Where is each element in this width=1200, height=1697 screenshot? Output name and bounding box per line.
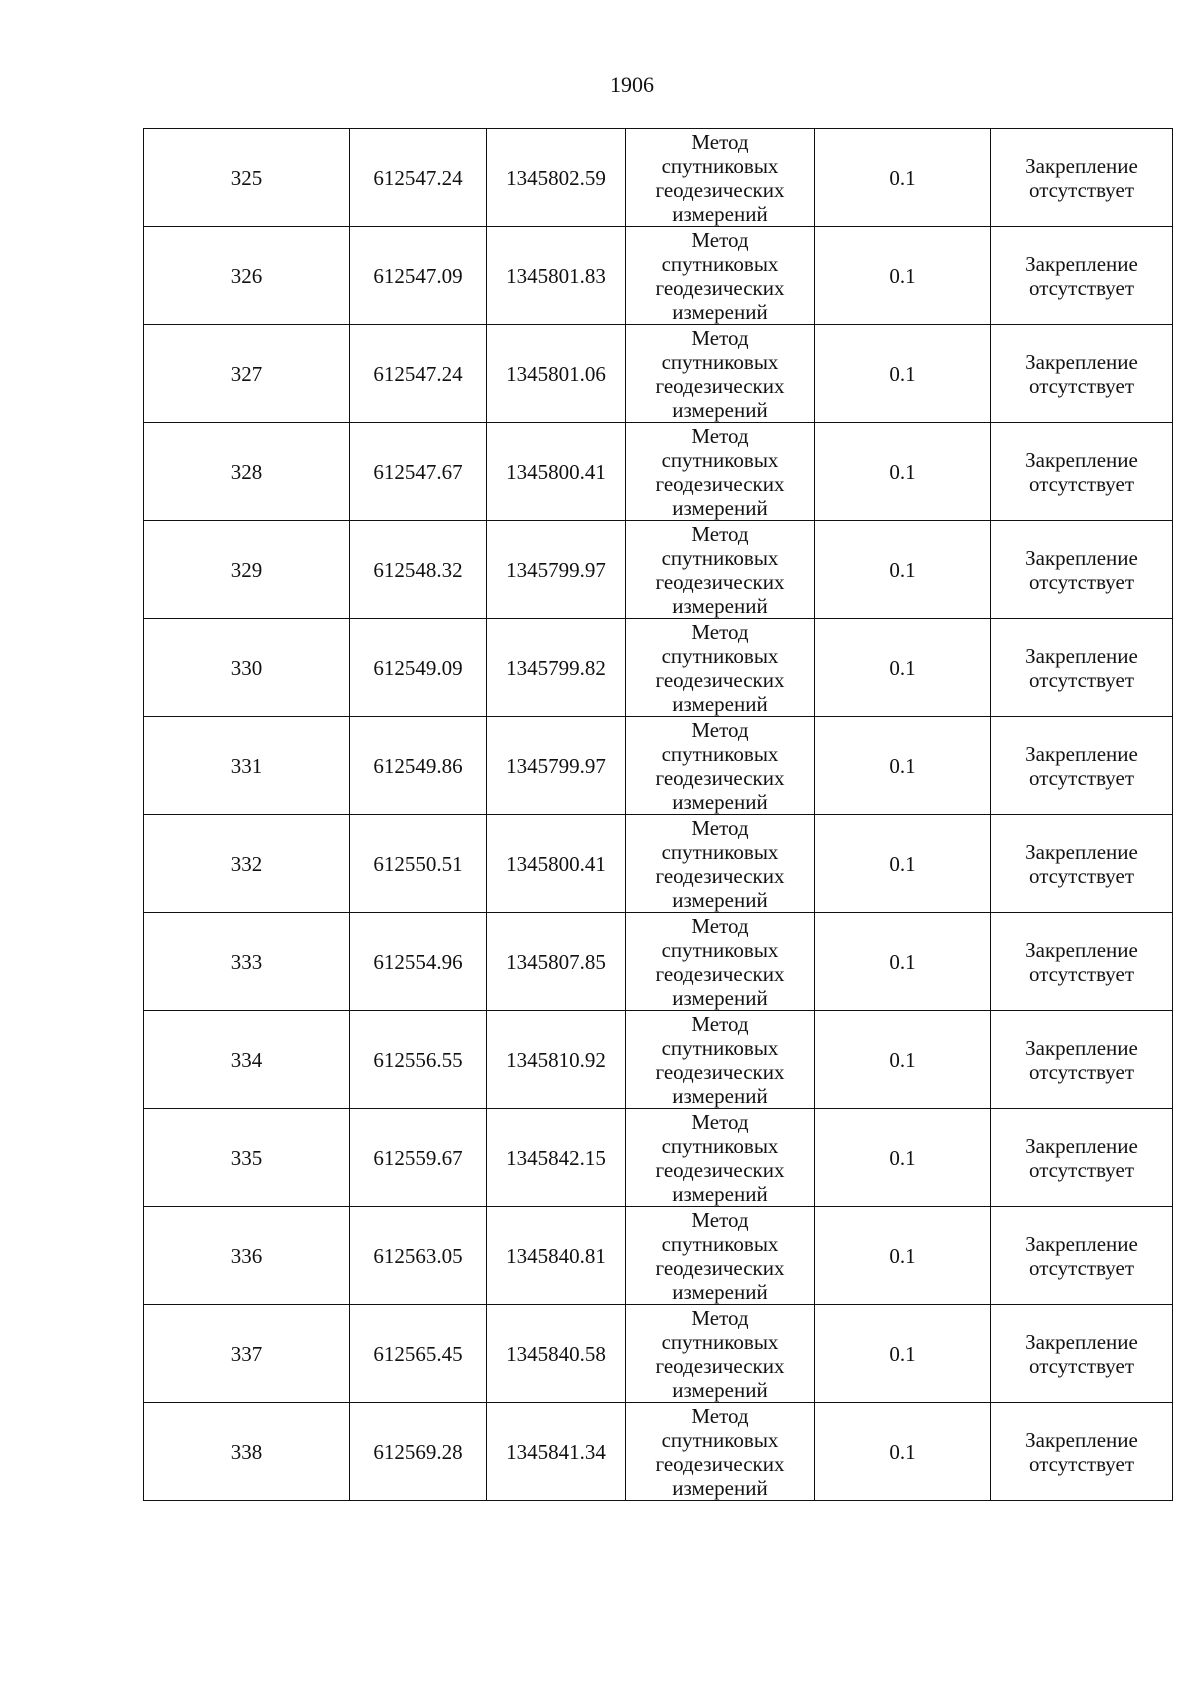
fixing-cell [991,227,1173,325]
coordinates-table [143,128,1173,1501]
fixing-line: Закрепление [1025,153,1138,178]
fixing-cell [991,619,1173,717]
method-line: спутниковых [661,349,779,374]
table-row [144,619,1173,717]
method-line: измерений [672,299,768,324]
point-number-cell: 326 [144,227,350,325]
point-number-cell: 330 [144,619,350,717]
method-cell [626,717,815,815]
method-line: измерений [672,887,768,912]
method-line: геодезических [655,1157,785,1182]
point-number-cell: 334 [144,1011,350,1109]
method-line: Метод [691,129,749,154]
method-line: геодезических [655,961,785,986]
table-row [144,423,1173,521]
y-coordinate-cell: 1345840.81 [487,1207,626,1305]
method-cell [626,325,815,423]
method-line: геодезических [655,275,785,300]
x-coordinate-cell: 612550.51 [350,815,487,913]
fixing-line: Закрепление [1025,349,1138,374]
fixing-line: отсутствует [1028,961,1135,986]
fixing-line: отсутствует [1028,569,1135,594]
y-coordinate-cell: 1345801.83 [487,227,626,325]
accuracy-cell: 0.1 [815,423,991,521]
method-cell [626,619,815,717]
accuracy-cell: 0.1 [815,717,991,815]
x-coordinate-cell: 612554.96 [350,913,487,1011]
table-row [144,1011,1173,1109]
table-row [144,1207,1173,1305]
method-line: Метод [691,619,749,644]
fixing-cell [991,1403,1173,1501]
point-number-cell: 332 [144,815,350,913]
accuracy-cell: 0.1 [815,325,991,423]
point-number-cell: 335 [144,1109,350,1207]
y-coordinate-cell: 1345842.15 [487,1109,626,1207]
method-line: спутниковых [661,1329,779,1354]
fixing-line: Закрепление [1025,643,1138,668]
fixing-line: Закрепление [1025,1427,1138,1452]
method-line: Метод [691,913,749,938]
y-coordinate-cell: 1345840.58 [487,1305,626,1403]
y-coordinate-cell: 1345810.92 [487,1011,626,1109]
method-line: измерений [672,1181,768,1206]
fixing-cell [991,521,1173,619]
table-body [144,129,1173,1501]
fixing-line: Закрепление [1025,1133,1138,1158]
fixing-cell [991,325,1173,423]
method-line: геодезических [655,177,785,202]
method-cell [626,815,815,913]
y-coordinate-cell: 1345841.34 [487,1403,626,1501]
method-line: Метод [691,227,749,252]
accuracy-cell: 0.1 [815,815,991,913]
table-row [144,129,1173,227]
fixing-line: отсутствует [1028,863,1135,888]
method-line: спутниковых [661,1231,779,1256]
x-coordinate-cell: 612547.09 [350,227,487,325]
accuracy-cell: 0.1 [815,1207,991,1305]
method-line: спутниковых [661,741,779,766]
x-coordinate-cell: 612556.55 [350,1011,487,1109]
method-cell [626,129,815,227]
method-cell [626,1011,815,1109]
fixing-line: Закрепление [1025,839,1138,864]
method-line: Метод [691,1109,749,1134]
method-line: спутниковых [661,545,779,570]
method-line: Метод [691,1011,749,1036]
fixing-cell [991,129,1173,227]
accuracy-cell: 0.1 [815,1011,991,1109]
method-line: спутниковых [661,839,779,864]
method-line: измерений [672,1377,768,1402]
method-line: измерений [672,495,768,520]
point-number-cell: 328 [144,423,350,521]
fixing-line: Закрепление [1025,447,1138,472]
method-line: спутниковых [661,1035,779,1060]
page-number: 1906 [610,72,654,97]
accuracy-cell: 0.1 [815,129,991,227]
x-coordinate-cell: 612569.28 [350,1403,487,1501]
fixing-line: Закрепление [1025,1329,1138,1354]
fixing-cell [991,1011,1173,1109]
point-number-cell: 337 [144,1305,350,1403]
method-line: геодезических [655,667,785,692]
y-coordinate-cell: 1345799.97 [487,717,626,815]
method-line: геодезических [655,569,785,594]
fixing-line: отсутствует [1028,765,1135,790]
y-coordinate-cell: 1345800.41 [487,815,626,913]
method-line: измерений [672,593,768,618]
fixing-cell [991,1109,1173,1207]
x-coordinate-cell: 612547.24 [350,129,487,227]
fixing-line: отсутствует [1028,1353,1135,1378]
method-cell [626,1305,815,1403]
y-coordinate-cell: 1345800.41 [487,423,626,521]
fixing-line: Закрепление [1025,1035,1138,1060]
fixing-cell [991,423,1173,521]
accuracy-cell: 0.1 [815,619,991,717]
method-line: Метод [691,521,749,546]
method-line: спутниковых [661,447,779,472]
accuracy-cell: 0.1 [815,1403,991,1501]
fixing-line: Закрепление [1025,1231,1138,1256]
y-coordinate-cell: 1345802.59 [487,129,626,227]
method-line: спутниковых [661,1427,779,1452]
method-line: измерений [672,1475,768,1500]
x-coordinate-cell: 612549.09 [350,619,487,717]
fixing-line: отсутствует [1028,1157,1135,1182]
x-coordinate-cell: 612548.32 [350,521,487,619]
fixing-line: Закрепление [1025,937,1138,962]
x-coordinate-cell: 612547.67 [350,423,487,521]
method-line: геодезических [655,471,785,496]
method-line: геодезических [655,1059,785,1084]
method-line: Метод [691,1403,749,1428]
method-line: Метод [691,717,749,742]
point-number-cell: 327 [144,325,350,423]
method-line: Метод [691,325,749,350]
x-coordinate-cell: 612549.86 [350,717,487,815]
table-row [144,227,1173,325]
fixing-cell [991,1305,1173,1403]
x-coordinate-cell: 612547.24 [350,325,487,423]
point-number-cell: 331 [144,717,350,815]
fixing-line: отсутствует [1028,275,1135,300]
fixing-cell [991,913,1173,1011]
method-line: измерений [672,691,768,716]
method-line: измерений [672,985,768,1010]
y-coordinate-cell: 1345807.85 [487,913,626,1011]
point-number-cell: 329 [144,521,350,619]
accuracy-cell: 0.1 [815,227,991,325]
method-line: геодезических [655,863,785,888]
table-row [144,1109,1173,1207]
fixing-line: отсутствует [1028,667,1135,692]
fixing-cell [991,815,1173,913]
method-line: спутниковых [661,643,779,668]
method-line: спутниковых [661,1133,779,1158]
accuracy-cell: 0.1 [815,521,991,619]
y-coordinate-cell: 1345799.97 [487,521,626,619]
fixing-line: отсутствует [1028,1059,1135,1084]
method-cell [626,227,815,325]
fixing-line: Закрепление [1025,251,1138,276]
method-line: спутниковых [661,937,779,962]
table-row [144,1403,1173,1501]
method-cell [626,1403,815,1501]
fixing-cell [991,1207,1173,1305]
accuracy-cell: 0.1 [815,1109,991,1207]
fixing-line: Закрепление [1025,741,1138,766]
point-number-cell: 338 [144,1403,350,1501]
method-line: измерений [672,789,768,814]
fixing-line: отсутствует [1028,177,1135,202]
method-line: измерений [672,1279,768,1304]
accuracy-cell: 0.1 [815,913,991,1011]
point-number-cell: 336 [144,1207,350,1305]
point-number-cell: 325 [144,129,350,227]
point-number-cell: 333 [144,913,350,1011]
fixing-line: отсутствует [1028,471,1135,496]
method-line: спутниковых [661,251,779,276]
y-coordinate-cell: 1345799.82 [487,619,626,717]
method-line: геодезических [655,1255,785,1280]
x-coordinate-cell: 612565.45 [350,1305,487,1403]
method-line: Метод [691,815,749,840]
table-row [144,521,1173,619]
method-line: Метод [691,1207,749,1232]
method-cell [626,423,815,521]
fixing-line: отсутствует [1028,373,1135,398]
x-coordinate-cell: 612563.05 [350,1207,487,1305]
accuracy-cell: 0.1 [815,1305,991,1403]
table-row [144,815,1173,913]
table-row [144,325,1173,423]
fixing-line: Закрепление [1025,545,1138,570]
method-line: геодезических [655,1353,785,1378]
method-line: Метод [691,423,749,448]
method-line: Метод [691,1305,749,1330]
method-line: измерений [672,397,768,422]
fixing-line: отсутствует [1028,1255,1135,1280]
method-line: геодезических [655,1451,785,1476]
method-cell [626,913,815,1011]
method-cell [626,1109,815,1207]
method-line: спутниковых [661,153,779,178]
fixing-cell [991,717,1173,815]
table-row [144,717,1173,815]
method-line: геодезических [655,373,785,398]
x-coordinate-cell: 612559.67 [350,1109,487,1207]
table-row [144,913,1173,1011]
fixing-line: отсутствует [1028,1451,1135,1476]
table-row [144,1305,1173,1403]
method-line: геодезических [655,765,785,790]
method-cell [626,521,815,619]
method-cell [626,1207,815,1305]
y-coordinate-cell: 1345801.06 [487,325,626,423]
method-line: измерений [672,1083,768,1108]
method-line: измерений [672,201,768,226]
